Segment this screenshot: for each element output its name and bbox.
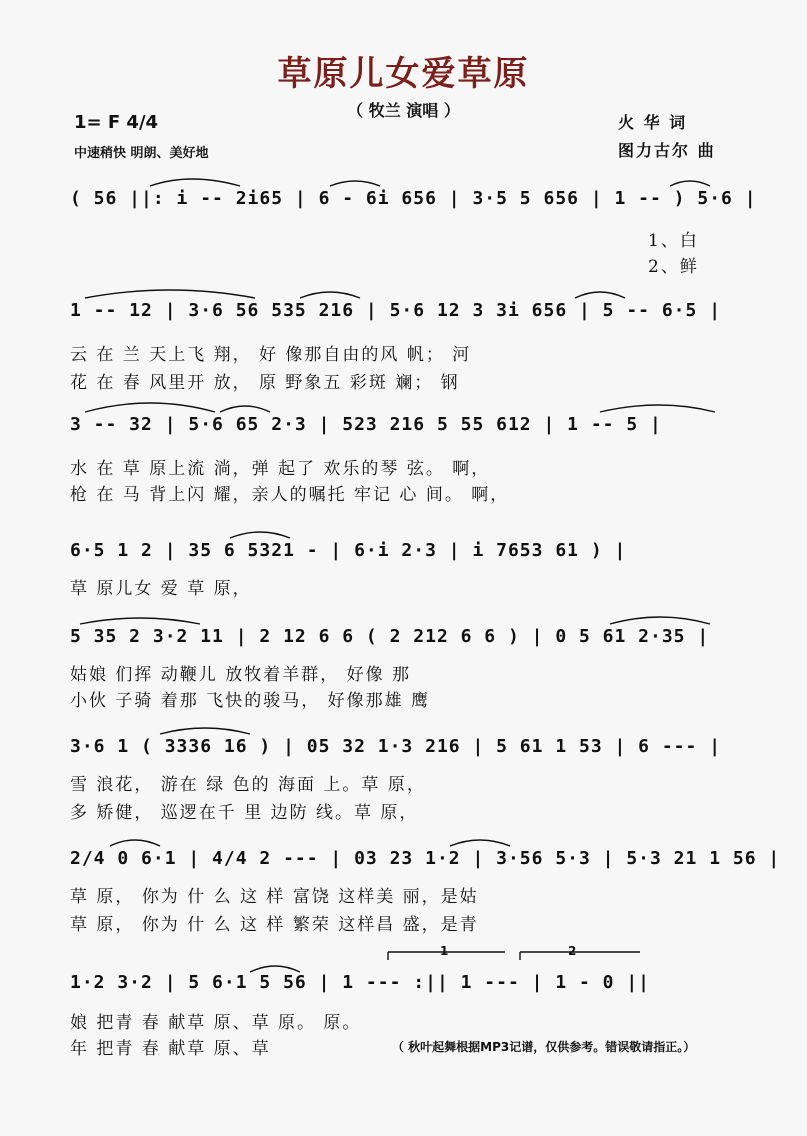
notation-line-3: 3 -- 32 | 5·6 65 2·3 | 523 216 5 55 612 | 1 -- 5 |: [70, 414, 662, 435]
lyric-line-5a: 姑娘 们挥 动鞭儿 放牧着羊群， 好像 那: [70, 665, 412, 685]
lyric-line-4: 草 原儿女 爱 草 原，: [70, 579, 252, 599]
notation-line-7: 2/4 0 6·1 | 4/4 2 --- | 03 23 1·2 | 3·56 5·3 | 5·3 21 1 56 |: [70, 848, 781, 869]
lyric-line-1b: 2、鲜: [648, 257, 699, 277]
lyricist-credit: 火 华 词: [618, 113, 688, 132]
lyric-line-2a: 云 在 兰 天上飞 翔， 好 像那自由的风 帆； 河: [70, 345, 472, 365]
lyric-line-6b: 多 矫健， 巡逻在千 里 边防 线。草 原，: [70, 803, 419, 823]
lyric-line-6a: 雪 浪花， 游在 绿 色的 海面 上。草 原，: [70, 775, 426, 795]
lyric-line-8a: 娘 把青 春 献草 原、草 原。 原。: [70, 1013, 362, 1033]
notation-line-4: 6·5 1 2 | 35 6 5321 - | 6·i 2·3 | i 7653 61 ) |: [70, 540, 627, 561]
notation-line-1: ( 56 ||: i -- 2i65 | 6 - 6i 656 | 3·5 5 656 | 1 -- ) 5·6 |: [70, 188, 757, 209]
notation-line-5: 5 35 2 3·2 11 | 2 12 6 6 ( 2 212 6 6 ) | 0 5 61 2·35 |: [70, 626, 710, 647]
singer-credit: （ 牧兰 演唱 ）: [347, 101, 460, 120]
tempo-marking: 中速稍快 明朗、美好地: [74, 146, 209, 161]
key-signature: 1= F 4/4: [74, 112, 159, 133]
lyric-line-5b: 小伙 子骑 着那 飞快的骏马， 好像那雄 鹰: [70, 691, 431, 711]
lyric-line-8b: 年 把青 春 献草 原、草: [70, 1039, 271, 1059]
notation-line-8: 1·2 3·2 | 5 6·1 5 56 | 1 --- :|| 1 --- | 1 - 0 ||: [70, 972, 651, 993]
lyric-line-2b: 花 在 春 风里开 放， 原 野象五 彩斑 斓； 钢: [70, 373, 460, 393]
ending-2-label: 2: [568, 944, 577, 958]
lyric-line-7a: 草 原， 你为 什 么 这 样 富饶 这样美 丽，是姑: [70, 887, 479, 907]
lyric-line-1a: 1、白: [648, 231, 699, 251]
lyric-line-3a: 水 在 草 原上流 淌，弹 起了 欢乐的琴 弦。 啊，: [70, 459, 491, 479]
notation-line-2: 1 -- 12 | 3·6 56 535 216 | 5·6 12 3 3i 656 | 5 -- 6·5 |: [70, 300, 722, 321]
transcription-footnote: （ 秋叶起舞根据MP3记谱，仅供参考。错误敬请指正。）: [392, 1040, 696, 1054]
lyric-line-3b: 枪 在 马 背上闪 耀，亲人的嘱托 牢记 心 间。 啊，: [70, 485, 510, 505]
ending-1-label: 1: [440, 944, 449, 958]
composer-credit: 图力古尔 曲: [618, 141, 716, 160]
lyric-line-7b: 草 原， 你为 什 么 这 样 繁荣 这样昌 盛，是青: [70, 915, 479, 935]
song-title: 草原儿女爱草原: [277, 54, 530, 94]
notation-line-6: 3·6 1 ( 3336 16 ) | 05 32 1·3 216 | 5 61 1 53 | 6 --- |: [70, 736, 722, 757]
